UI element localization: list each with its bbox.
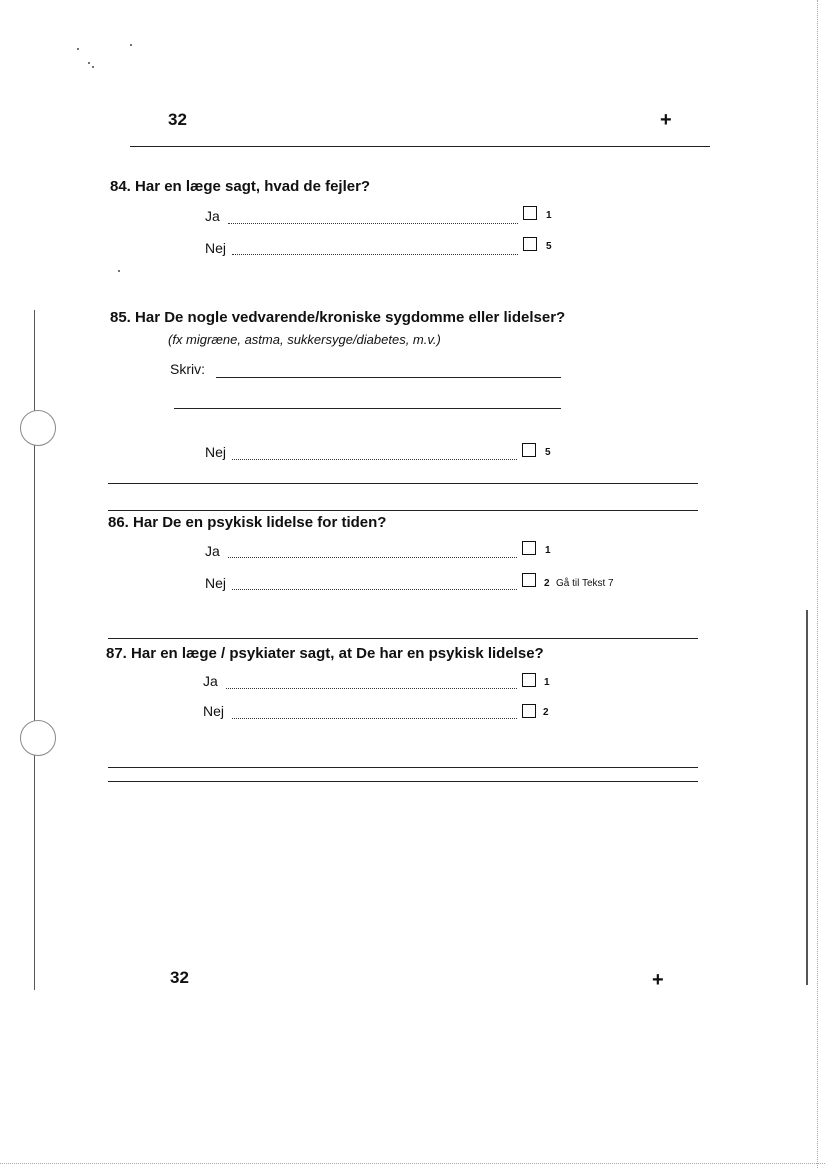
- scan-speck: [92, 66, 94, 68]
- right-margin-line: [806, 610, 808, 985]
- punch-hole: [20, 720, 56, 756]
- leader-dots: [232, 589, 517, 590]
- punch-hole: [20, 410, 56, 446]
- q87-option-nej-checkbox[interactable]: [522, 704, 536, 718]
- question-85-note: (fx migræne, astma, sukkersyge/diabetes, m.v.): [168, 332, 441, 347]
- section-rule: [108, 781, 698, 782]
- scan-speck: [88, 62, 90, 64]
- scan-edge-bottom: [0, 1163, 825, 1164]
- leader-dots: [232, 718, 517, 719]
- q85-write-line-2[interactable]: [174, 408, 561, 409]
- leader-dots: [226, 688, 517, 689]
- q84-option-nej-checkbox[interactable]: [523, 237, 537, 251]
- page-number-bottom: 32: [170, 968, 189, 987]
- q86-option-ja-label: Ja: [205, 543, 220, 559]
- leader-dots: [232, 459, 517, 460]
- q84-option-ja-code: 1: [546, 210, 552, 221]
- q86-option-nej-label: Nej: [205, 575, 227, 591]
- scan-edge-right: [817, 0, 818, 1168]
- q86-skip-instruction: Gå til Tekst 7: [556, 578, 614, 589]
- q85-write-line-1[interactable]: [216, 377, 561, 378]
- leader-dots: [228, 223, 518, 224]
- question-84-title: 84. Har en læge sagt, hvad de fejler?: [110, 178, 371, 195]
- leader-dots: [228, 557, 517, 558]
- section-rule: [108, 638, 698, 639]
- q87-option-nej-label: Nej: [203, 703, 225, 719]
- section-rule: [108, 483, 698, 484]
- q87-option-ja-checkbox[interactable]: [522, 673, 536, 687]
- q86-option-ja-code: 1: [545, 545, 551, 556]
- section-rule: [108, 767, 698, 768]
- q86-option-nej-code: 2: [544, 578, 550, 589]
- q85-option-nej-code: 5: [545, 447, 551, 458]
- q86-option-ja-checkbox[interactable]: [522, 541, 536, 555]
- q86-option-nej-checkbox[interactable]: [522, 573, 536, 587]
- q84-option-ja-label: Ja: [205, 208, 220, 224]
- question-86-title: 86. Har De en psykisk lidelse for tiden?: [108, 514, 387, 531]
- q84-option-ja-checkbox[interactable]: [523, 206, 537, 220]
- registration-mark-top: +: [660, 109, 672, 131]
- q84-option-nej-label: Nej: [205, 240, 227, 256]
- registration-mark-bottom: +: [652, 969, 664, 991]
- q87-option-nej-code: 2: [543, 707, 549, 718]
- q85-write-label: Skriv:: [170, 361, 205, 377]
- q85-option-nej-checkbox[interactable]: [522, 443, 536, 457]
- page-number-top: 32: [168, 110, 187, 129]
- q87-option-ja-label: Ja: [203, 673, 218, 689]
- scan-speck: [130, 44, 132, 46]
- question-87-title: 87. Har en læge / psykiater sagt, at De har en psykisk lidelse?: [106, 645, 544, 662]
- scan-speck: [77, 48, 79, 50]
- q85-option-nej-label: Nej: [205, 444, 227, 460]
- scan-speck: [118, 270, 120, 272]
- section-rule: [108, 510, 698, 511]
- leader-dots: [232, 254, 518, 255]
- header-rule: [130, 146, 710, 147]
- q84-option-nej-code: 5: [546, 241, 552, 252]
- question-85-title: 85. Har De nogle vedvarende/kroniske sygdomme eller lidelser?: [110, 309, 566, 326]
- q87-option-ja-code: 1: [544, 677, 550, 688]
